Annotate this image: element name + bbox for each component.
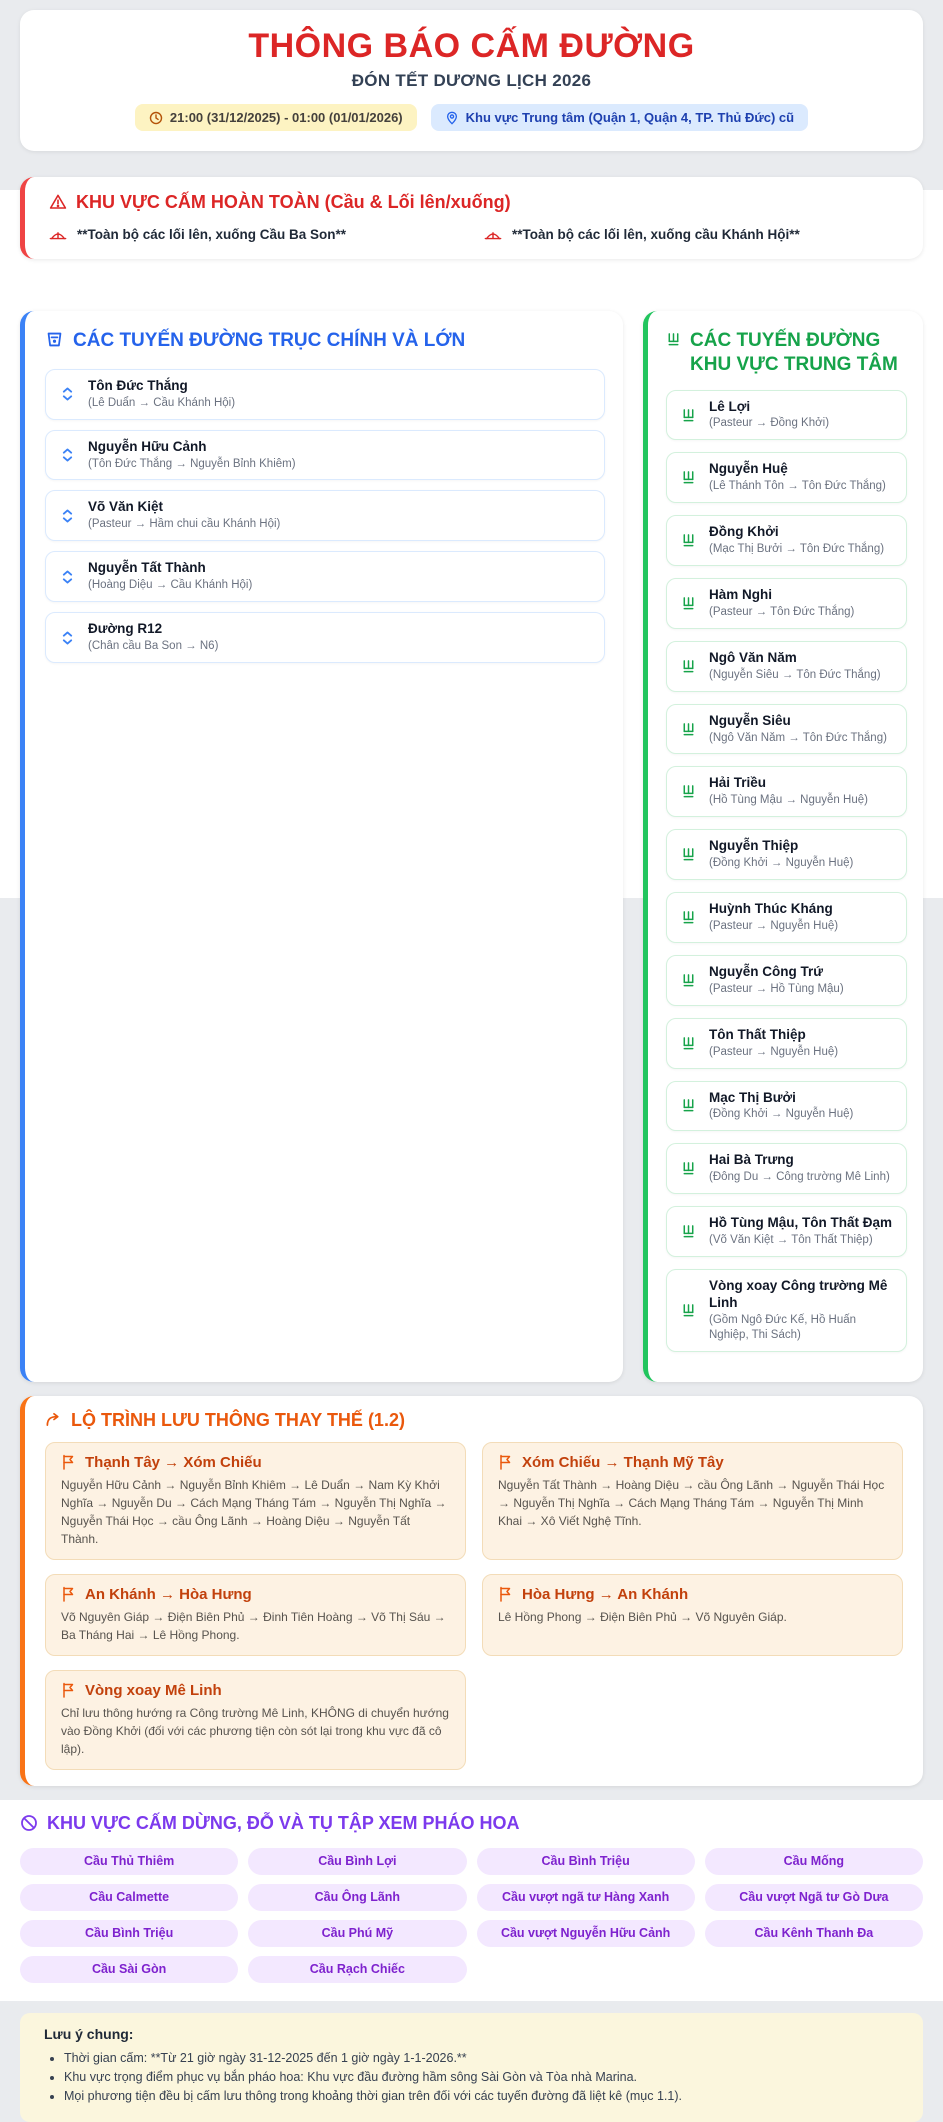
road-item bbox=[666, 1143, 907, 1194]
road-range: (Pasteur → Tôn Đức Thắng) bbox=[709, 605, 855, 618]
ban-item bbox=[49, 227, 464, 242]
main-roads-title: CÁC TUYẾN ĐƯỜNG TRỤC CHÍNH VÀ LỚN bbox=[45, 329, 605, 356]
road-item bbox=[666, 390, 907, 441]
alt-routes-grid bbox=[45, 1442, 903, 1770]
road-range: (Pasteur → Hầm chui cầu Khánh Hội) bbox=[88, 518, 281, 531]
up-down-chevrons-icon bbox=[58, 386, 76, 402]
main-roads-section bbox=[20, 311, 623, 1382]
route-card-body: Chỉ lưu thông hướng ra Công trường Mê Linh, KHÔNG di chuyển hướng vào Đồng Khởi (đối với các phương tiện còn sót lại trong khu vực đã cô lập). bbox=[61, 1705, 449, 1756]
road-name: Võ Văn Kiệt bbox=[88, 499, 164, 515]
fence-icon bbox=[679, 1303, 697, 1318]
time-badge bbox=[135, 104, 417, 131]
fence-icon bbox=[679, 1224, 697, 1239]
road-item bbox=[666, 766, 907, 817]
road-range: (Đồng Khởi → Nguyễn Huệ) bbox=[709, 1108, 854, 1121]
fence-icon bbox=[679, 659, 697, 674]
route-card bbox=[45, 1574, 466, 1656]
fence-icon bbox=[679, 1036, 697, 1051]
road-range: (Nguyễn Siêu → Tôn Đức Thắng) bbox=[709, 668, 881, 681]
notes-title: Lưu ý chung: bbox=[44, 2025, 134, 2042]
up-down-chevrons-icon bbox=[58, 508, 76, 524]
road-range: (Chân cầu Ba Son → N6) bbox=[88, 639, 219, 652]
road-name: Hàm Nghi bbox=[709, 587, 773, 603]
route-card-title: Vòng xoay Mê Linh bbox=[61, 1682, 450, 1699]
road-closure-notice-page bbox=[0, 10, 943, 2104]
bridge-pill: Cầu Mống bbox=[705, 1848, 923, 1875]
location-badge bbox=[431, 104, 808, 131]
fence-icon bbox=[666, 330, 681, 354]
bridge-pill: Cầu Sài Gòn bbox=[20, 1956, 238, 1983]
road-name: Nguyễn Siêu bbox=[709, 712, 791, 728]
no-stopping-pills bbox=[20, 1848, 923, 1983]
flag-icon bbox=[498, 1454, 513, 1470]
route-card-title: An Khánh → Hòa Hưng bbox=[61, 1586, 450, 1603]
road-name: Lê Lợi bbox=[709, 398, 751, 414]
road-name: Mạc Thị Bưởi bbox=[709, 1089, 796, 1105]
road-range: (Đông Du → Công trường Mê Linh) bbox=[709, 1171, 890, 1184]
road-range: (Pasteur → Nguyễn Huệ) bbox=[709, 919, 839, 932]
route-card bbox=[45, 1442, 466, 1560]
road-range: (Lê Duẩn → Cầu Khánh Hội) bbox=[88, 396, 236, 409]
bridge-pill: Cầu Bình Triệu bbox=[20, 1920, 238, 1947]
full-ban-title: KHU VỰC CẤM HOÀN TOÀN (Cầu & Lối lên/xuống) bbox=[49, 192, 899, 216]
bridge-pill: Cầu vượt Nguyễn Hữu Cảnh bbox=[477, 1920, 695, 1947]
fence-icon bbox=[679, 910, 697, 925]
road-range: (Lê Thánh Tôn → Tôn Đức Thắng) bbox=[709, 480, 886, 493]
fence-icon bbox=[679, 784, 697, 799]
bridge-pill: Cầu vượt ngã tư Hàng Xanh bbox=[477, 1884, 695, 1911]
flag-icon bbox=[61, 1454, 76, 1470]
road-item bbox=[666, 452, 907, 503]
road-columns bbox=[20, 311, 923, 1382]
time-badge-label: 21:00 (31/12/2025) - 01:00 (01/01/2026) bbox=[169, 110, 403, 126]
road-name: Tôn Thất Thiệp bbox=[709, 1026, 806, 1042]
page-title: THÔNG BÁO CẤM ĐƯỜNG bbox=[248, 27, 695, 65]
main-roads-list bbox=[45, 369, 605, 673]
map-pin-icon bbox=[445, 111, 459, 125]
road-name: Hai Bà Trưng bbox=[709, 1152, 794, 1168]
road-name: Nguyễn Công Trứ bbox=[709, 963, 824, 979]
no-stopping-section bbox=[0, 1800, 943, 2001]
fence-icon bbox=[679, 847, 697, 862]
road-name: Ngô Văn Năm bbox=[709, 649, 797, 665]
route-card-body: Võ Nguyên Giáp → Điện Biên Phủ → Đinh Tiên Hoàng → Võ Thị Sáu → Ba Tháng Hai → Lê Hồng Phong. bbox=[61, 1609, 446, 1642]
road-range: (Pasteur → Nguyễn Huệ) bbox=[709, 1045, 839, 1058]
alt-routes-section bbox=[20, 1396, 923, 1786]
road-item bbox=[666, 892, 907, 943]
center-roads-list bbox=[666, 390, 907, 1364]
route-card-title: Hòa Hưng → An Khánh bbox=[498, 1586, 887, 1603]
route-card-title: Thạnh Tây → Xóm Chiếu bbox=[61, 1454, 450, 1471]
road-item bbox=[45, 490, 605, 541]
road-name: Đường R12 bbox=[88, 621, 163, 637]
road-item bbox=[666, 578, 907, 629]
road-range: (Võ Văn Kiệt → Tôn Thất Thiệp) bbox=[709, 1234, 873, 1247]
location-badge-label: Khu vực Trung tâm (Quận 1, Quận 4, TP. Thủ Đức) cũ bbox=[465, 110, 795, 126]
road-item bbox=[666, 515, 907, 566]
notes-list bbox=[44, 2049, 899, 2107]
fence-icon bbox=[679, 596, 697, 611]
route-card-body: Nguyễn Tất Thành → Hoàng Diệu → cầu Ông Lãnh → Nguyễn Thái Học → Nguyễn Thị Nghĩa → Cách Mạng Tháng Tám → Nguyễn Thị Minh Khai → Xô Viết Nghệ Tĩnh. bbox=[498, 1477, 885, 1528]
road-range: (Ngô Văn Năm → Tôn Đức Thắng) bbox=[709, 731, 887, 744]
bridge-pill: Cầu Kênh Thanh Đa bbox=[705, 1920, 923, 1947]
road-name: Hồ Tùng Mậu, Tôn Thất Đạm bbox=[709, 1215, 892, 1231]
ban-item-label: **Toàn bộ các lối lên, xuống cầu Khánh Hội** bbox=[512, 227, 800, 243]
badges-row bbox=[44, 104, 899, 131]
road-item bbox=[45, 551, 605, 602]
road-name: Đồng Khởi bbox=[709, 524, 779, 540]
roadblock-icon bbox=[45, 330, 64, 356]
road-name: Nguyễn Hữu Cảnh bbox=[88, 438, 207, 454]
bridge-pill: Cầu Bình Lợi bbox=[248, 1848, 466, 1875]
route-card-body: Nguyễn Hữu Cảnh → Nguyễn Bỉnh Khiêm → Lê Duẩn → Nam Kỳ Khởi Nghĩa → Nguyễn Du → Cách Mạng Tháng Tám → Nguyễn Thị Nghĩa → Nguyễn Thái Học → cầu Ông Lãnh → Hoàng Diệu → Nguyễn Tất Thành. bbox=[61, 1477, 447, 1546]
road-item bbox=[45, 612, 605, 663]
road-item bbox=[45, 369, 605, 420]
road-range: (Pasteur → Đồng Khởi) bbox=[709, 417, 830, 430]
road-name: Nguyễn Huệ bbox=[709, 461, 788, 477]
bridge-pill: Cầu Phú Mỹ bbox=[248, 1920, 466, 1947]
road-name: Tôn Đức Thắng bbox=[88, 377, 188, 393]
route-card bbox=[45, 1670, 466, 1770]
road-item bbox=[666, 829, 907, 880]
note-item: • Khu vực trọng điểm phục vụ bắn pháo hoa: Khu vực đầu đường hầm sông Sài Gòn và Tòa nhà Marina. bbox=[64, 2068, 899, 2087]
road-item bbox=[666, 1081, 907, 1132]
road-item bbox=[666, 1018, 907, 1069]
bridge-pill: Cầu vượt Ngã tư Gò Dưa bbox=[705, 1884, 923, 1911]
up-down-chevrons-icon bbox=[58, 447, 76, 463]
page-subtitle: ĐÓN TẾT DƯƠNG LỊCH 2026 bbox=[351, 71, 592, 91]
fence-icon bbox=[679, 1161, 697, 1176]
fence-icon bbox=[679, 1098, 697, 1113]
road-item bbox=[666, 704, 907, 755]
road-item bbox=[45, 430, 605, 481]
warning-triangle-icon bbox=[49, 193, 67, 216]
header-card bbox=[20, 10, 923, 151]
fence-icon bbox=[679, 533, 697, 548]
road-item bbox=[666, 955, 907, 1006]
bridge-icon bbox=[484, 228, 502, 241]
notes-section bbox=[20, 2013, 923, 2122]
up-down-chevrons-icon bbox=[58, 630, 76, 646]
road-range: (Đồng Khởi → Nguyễn Huệ) bbox=[709, 857, 854, 870]
flag-icon bbox=[498, 1586, 513, 1602]
road-name: Nguyễn Thiệp bbox=[709, 838, 799, 854]
clock-icon bbox=[149, 111, 163, 125]
road-name: Vòng xoay Công trường Mê Linh bbox=[709, 1277, 888, 1310]
ban-item-label: **Toàn bộ các lối lên, xuống Cầu Ba Son** bbox=[77, 227, 347, 243]
bridge-pill: Cầu Rạch Chiếc bbox=[248, 1956, 466, 1983]
detour-arrow-icon bbox=[45, 1411, 62, 1432]
road-name: Huỳnh Thúc Kháng bbox=[709, 901, 833, 917]
bridge-pill: Cầu Bình Triệu bbox=[477, 1848, 695, 1875]
road-item bbox=[666, 1269, 907, 1352]
bridge-pill: Cầu Ông Lãnh bbox=[248, 1884, 466, 1911]
center-roads-title: CÁC TUYẾN ĐƯỜNG KHU VỰC TRUNG TÂM bbox=[666, 329, 907, 377]
road-name: Hải Triều bbox=[709, 775, 767, 791]
road-name: Nguyễn Tất Thành bbox=[88, 560, 206, 576]
center-roads-section bbox=[643, 311, 923, 1382]
fence-icon bbox=[679, 408, 697, 423]
bridge-pill: Cầu Thủ Thiêm bbox=[20, 1848, 238, 1875]
road-item bbox=[666, 1206, 907, 1257]
road-range: (Pasteur → Hồ Tùng Mậu) bbox=[709, 982, 844, 995]
road-range: (Tôn Đức Thắng → Nguyễn Bỉnh Khiêm) bbox=[88, 457, 296, 470]
road-range: (Hoàng Diệu → Cầu Khánh Hội) bbox=[88, 579, 253, 592]
route-card-title: Xóm Chiếu → Thạnh Mỹ Tây bbox=[498, 1454, 887, 1471]
road-range: (Hồ Tùng Mậu → Nguyễn Huệ) bbox=[709, 794, 868, 807]
up-down-chevrons-icon bbox=[58, 569, 76, 585]
ban-item bbox=[484, 227, 899, 242]
route-card bbox=[482, 1574, 903, 1656]
bridge-pill: Cầu Calmette bbox=[20, 1884, 238, 1911]
road-item bbox=[666, 641, 907, 692]
note-item: • Mọi phương tiện đều bị cấm lưu thông trong khoảng thời gian trên đối với các tuyến đường đã liệt kê (mục 1.1). bbox=[64, 2087, 899, 2106]
flag-icon bbox=[61, 1586, 76, 1602]
bridge-icon bbox=[49, 228, 67, 241]
no-stopping-title: KHU VỰC CẤM DỪNG, ĐỖ VÀ TỤ TẬP XEM PHÁO HOA bbox=[20, 1813, 923, 1837]
alt-routes-title: LỘ TRÌNH LƯU THÔNG THAY THẾ (1.2) bbox=[45, 1410, 903, 1432]
road-range: (Gồm Ngô Đức Kế, Hồ Huấn Nghiệp, Thi Sách) bbox=[709, 1313, 857, 1341]
full-ban-list bbox=[49, 227, 899, 242]
flag-icon bbox=[61, 1682, 76, 1698]
fence-icon bbox=[679, 973, 697, 988]
full-ban-section bbox=[20, 177, 923, 259]
note-item: • Thời gian cấm: **Từ 21 giờ ngày 31-12-2025 đến 1 giờ ngày 1-1-2026.** bbox=[64, 2049, 899, 2068]
route-card-body: Lê Hồng Phong → Điện Biên Phủ → Võ Nguyên Giáp. bbox=[498, 1609, 787, 1624]
fence-icon bbox=[679, 470, 697, 485]
no-entry-icon bbox=[20, 1814, 38, 1837]
road-range: (Mạc Thị Bưởi → Tôn Đức Thắng) bbox=[709, 543, 885, 556]
fence-icon bbox=[679, 722, 697, 737]
route-card bbox=[482, 1442, 903, 1560]
